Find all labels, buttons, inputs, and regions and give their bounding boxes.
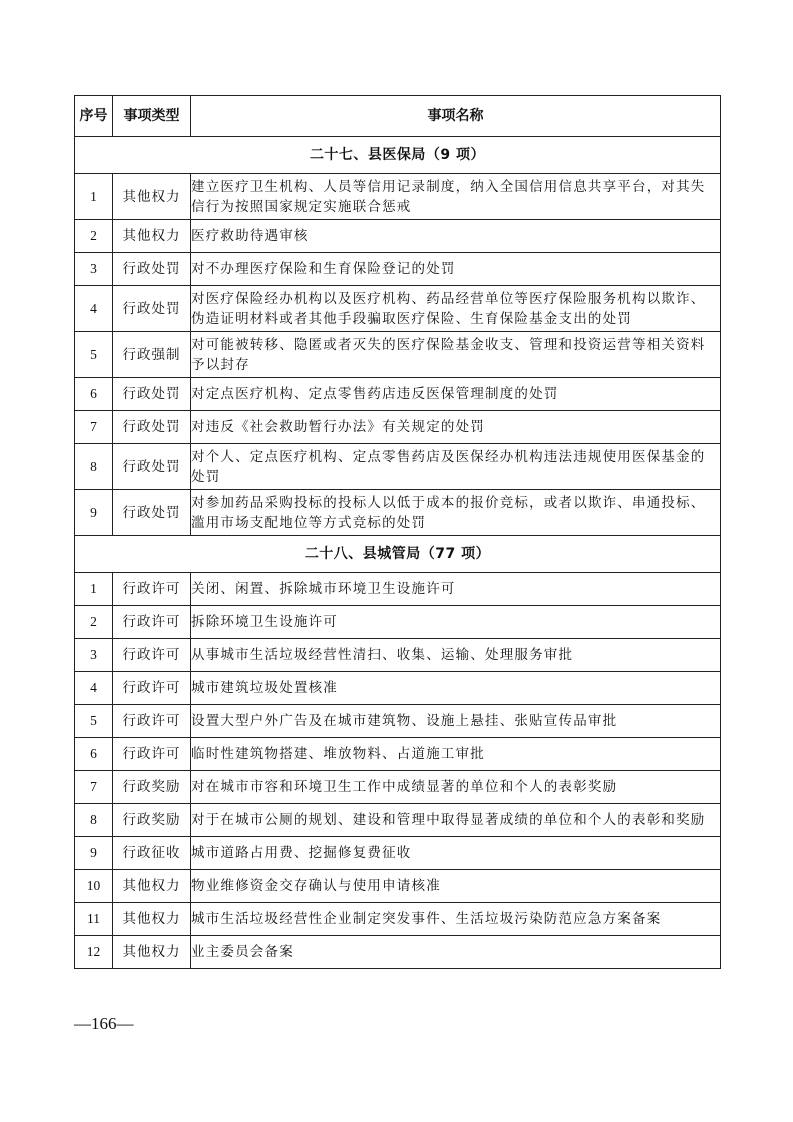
item-name: 对于在城市公厕的规划、建设和管理中取得显著成绩的单位和个人的表彰和奖励 (191, 804, 721, 837)
item-name: 城市道路占用费、挖掘修复费征收 (191, 837, 721, 870)
table-row (75, 639, 721, 672)
row-number: 7 (75, 771, 113, 804)
item-type: 其他权力 (113, 870, 191, 903)
item-name: 对个人、定点医疗机构、定点零售药店及医保经办机构违法违规使用医保基金的处罚 (191, 444, 721, 490)
row-number: 7 (75, 411, 113, 444)
table-row (75, 490, 721, 536)
row-number: 12 (75, 936, 113, 969)
item-name: 业主委员会备案 (191, 936, 721, 969)
item-name: 关闭、闲置、拆除城市环境卫生设施许可 (191, 573, 721, 606)
table-row (75, 804, 721, 837)
row-number: 8 (75, 444, 113, 490)
table-row (75, 771, 721, 804)
row-number: 6 (75, 738, 113, 771)
item-name: 临时性建筑物搭建、堆放物料、占道施工审批 (191, 738, 721, 771)
table-row (75, 738, 721, 771)
table-row (75, 220, 721, 253)
page-number: —166— (74, 1014, 134, 1033)
table-row (75, 332, 721, 378)
row-number: 3 (75, 253, 113, 286)
item-type: 行政处罚 (113, 444, 191, 490)
item-name: 物业维修资金交存确认与使用申请核准 (191, 870, 721, 903)
row-number: 1 (75, 174, 113, 220)
table-row (75, 837, 721, 870)
table-header-row (75, 96, 721, 137)
items-table (74, 95, 721, 969)
item-name: 对违反《社会救助暂行办法》有关规定的处罚 (191, 411, 721, 444)
table-row (75, 411, 721, 444)
item-type: 行政处罚 (113, 253, 191, 286)
section-title: 二十七、县医保局（9 项） (75, 137, 721, 174)
item-type: 行政许可 (113, 738, 191, 771)
item-type: 其他权力 (113, 936, 191, 969)
item-type: 其他权力 (113, 220, 191, 253)
item-type: 行政许可 (113, 672, 191, 705)
item-name: 对定点医疗机构、定点零售药店违反医保管理制度的处罚 (191, 378, 721, 411)
item-name: 城市生活垃圾经营性企业制定突发事件、生活垃圾污染防范应急方案备案 (191, 903, 721, 936)
row-number: 11 (75, 903, 113, 936)
table-row (75, 286, 721, 332)
table-row (75, 870, 721, 903)
table-row (75, 936, 721, 969)
row-number: 5 (75, 705, 113, 738)
item-name: 设置大型户外广告及在城市建筑物、设施上悬挂、张贴宣传品审批 (191, 705, 721, 738)
row-number: 4 (75, 672, 113, 705)
row-number: 2 (75, 220, 113, 253)
item-name: 建立医疗卫生机构、人员等信用记录制度，纳入全国信用信息共享平台，对其失信行为按照国家规定实施联合惩戒 (191, 174, 721, 220)
item-type: 行政处罚 (113, 411, 191, 444)
item-type: 行政征收 (113, 837, 191, 870)
item-type: 行政许可 (113, 639, 191, 672)
item-name: 对参加药品采购投标的投标人以低于成本的报价竞标，或者以欺诈、串通投标、滥用市场支配地位等方式竞标的处罚 (191, 490, 721, 536)
item-type: 行政强制 (113, 332, 191, 378)
table-row (75, 903, 721, 936)
item-type: 行政处罚 (113, 378, 191, 411)
item-type: 行政许可 (113, 606, 191, 639)
header-name: 事项名称 (191, 96, 721, 137)
table-row (75, 444, 721, 490)
item-name: 对医疗保险经办机构以及医疗机构、药品经营单位等医疗保险服务机构以欺诈、伪造证明材料或者其他手段骗取医疗保险、生育保险基金支出的处罚 (191, 286, 721, 332)
table-row (75, 705, 721, 738)
table-row (75, 253, 721, 286)
row-number: 8 (75, 804, 113, 837)
item-type: 行政奖励 (113, 804, 191, 837)
header-type: 事项类型 (113, 96, 191, 137)
item-name: 医疗救助待遇审核 (191, 220, 721, 253)
item-type: 其他权力 (113, 903, 191, 936)
header-num: 序号 (75, 96, 113, 137)
row-number: 6 (75, 378, 113, 411)
item-type: 行政处罚 (113, 490, 191, 536)
item-name: 对不办理医疗保险和生育保险登记的处罚 (191, 253, 721, 286)
row-number: 3 (75, 639, 113, 672)
row-number: 5 (75, 332, 113, 378)
table-row (75, 378, 721, 411)
row-number: 9 (75, 490, 113, 536)
item-type: 行政处罚 (113, 286, 191, 332)
row-number: 4 (75, 286, 113, 332)
row-number: 2 (75, 606, 113, 639)
item-name: 拆除环境卫生设施许可 (191, 606, 721, 639)
section-title: 二十八、县城管局（77 项） (75, 536, 721, 573)
item-name: 从事城市生活垃圾经营性清扫、收集、运输、处理服务审批 (191, 639, 721, 672)
item-type: 其他权力 (113, 174, 191, 220)
item-name: 对可能被转移、隐匿或者灭失的医疗保险基金收支、管理和投资运营等相关资料予以封存 (191, 332, 721, 378)
row-number: 10 (75, 870, 113, 903)
item-type: 行政许可 (113, 705, 191, 738)
item-type: 行政奖励 (113, 771, 191, 804)
table-row (75, 606, 721, 639)
table-row (75, 573, 721, 606)
section-header-row (75, 137, 721, 174)
item-type: 行政许可 (113, 573, 191, 606)
table-row (75, 672, 721, 705)
section-header-row (75, 536, 721, 573)
item-name: 对在城市市容和环境卫生工作中成绩显著的单位和个人的表彰奖励 (191, 771, 721, 804)
table-row (75, 174, 721, 220)
row-number: 1 (75, 573, 113, 606)
row-number: 9 (75, 837, 113, 870)
item-name: 城市建筑垃圾处置核准 (191, 672, 721, 705)
